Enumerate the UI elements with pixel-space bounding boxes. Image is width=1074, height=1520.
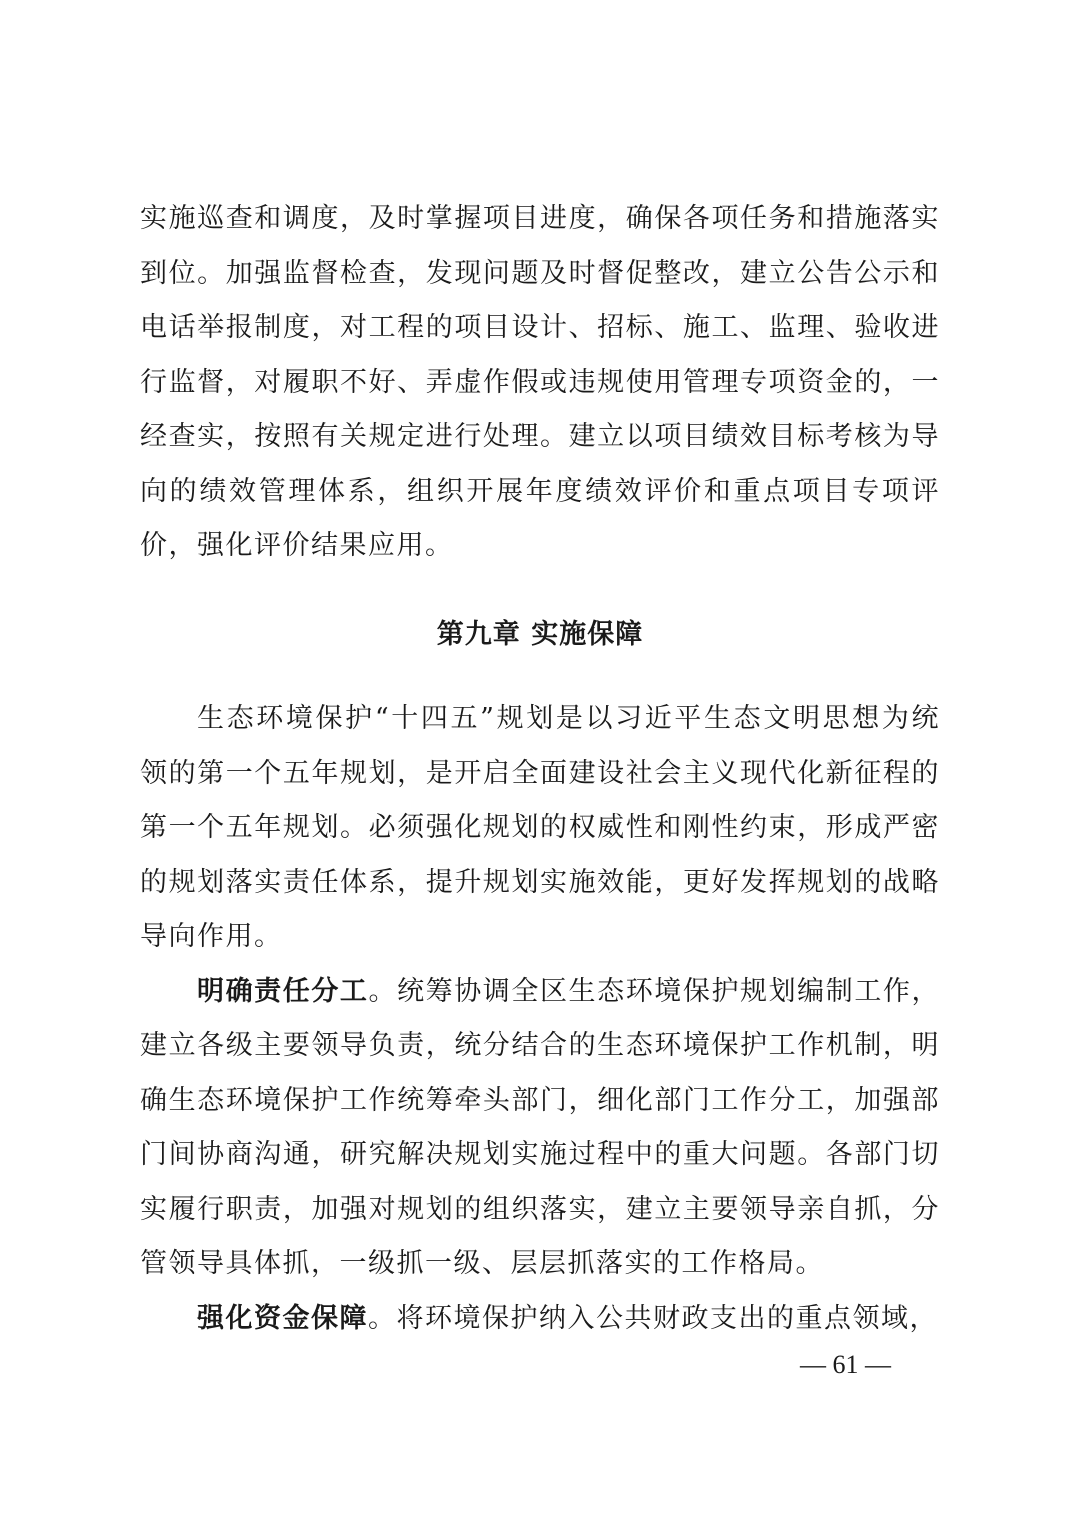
section-paragraph-responsibility — [140, 965, 940, 1292]
section-lead-funding: 强化资金保障 — [197, 1302, 368, 1334]
section-paragraph-funding — [140, 1292, 940, 1347]
section-text-responsibility: 。统筹协调全区生态环境保护规划编制工作，建立各级主要领导负责，统分结合的生态环境保护工作机制，明确生态环境保护工作统筹牵头部门，细化部门工作分工，加强部门间协商沟通，研究解决规划实施过程中的重大问题。各部门切实履行职责，加强对规划的组织落实，建立主要领导亲自抓，分管领导具体抓，一级抓一级、层层抓落实的工作格局。 — [140, 975, 941, 1279]
document-page — [140, 192, 941, 1334]
body-section — [140, 692, 940, 1346]
page-number: — 61 — — [800, 1350, 891, 1379]
intro-paragraph: 生态环境保护“十四五”规划是以习近平生态文明思想为统领的第一个五年规划，是开启全面建设社会主义现代化新征程的第一个五年规划。必须强化规划的权威性和刚性约束，形成严密的规划落实责任体系，提升规划实施效能，更好发挥规划的战略导向作用。 — [140, 703, 940, 952]
section-lead-responsibility: 明确责任分工 — [197, 975, 369, 1007]
chapter-title: 第九章 实施保障 — [436, 619, 644, 650]
section-text-funding: 。将环境保护纳入公共财政支出的重点领域， — [368, 1302, 938, 1334]
continuation-paragraph: 实施巡查和调度，及时掌握项目进度，确保各项任务和措施落实到位。加强监督检查，发现问题及时督促整改，建立公告公示和电话举报制度，对工程的项目设计、招标、施工、监理、验收进行监督，对履职不好、弄虚作假或违规使用管理专项资金的，一经查实，按照有关规定进行处理。建立以项目绩效目标考核为导向的绩效管理体系，组织开展年度绩效评价和重点项目专项评价，强化评价结果应用。 — [140, 203, 940, 561]
